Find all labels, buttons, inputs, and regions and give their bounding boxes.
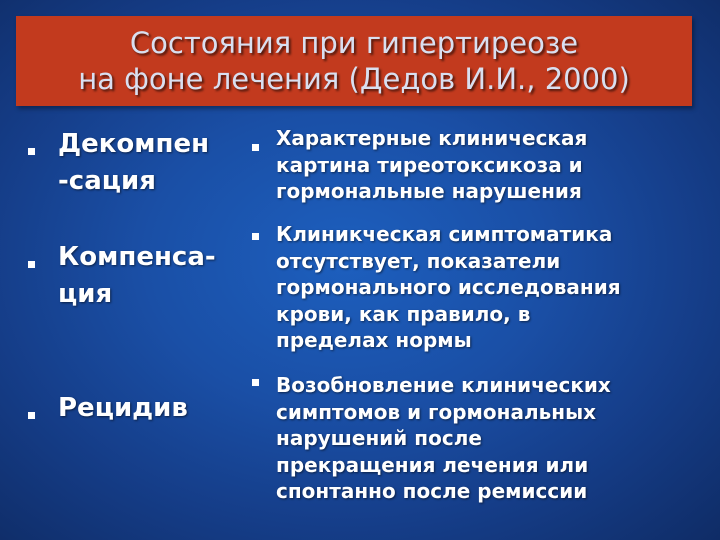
description-compensation (276, 221, 621, 354)
description-line: крови, как правило, в (276, 301, 531, 326)
description-line: гормонального исследования (276, 275, 621, 299)
slide-title-line-2: на фоне лечения (Дедов И.И., 2000) (78, 62, 630, 96)
bullet-square-icon (252, 233, 259, 240)
bullet-square-icon (252, 144, 259, 151)
state-relapse-line-1: Рецидив (58, 393, 188, 423)
bullet-square-icon (28, 412, 35, 419)
description-decompensation (276, 125, 587, 205)
state-compensation-line-2: ция (58, 279, 113, 309)
slide-title-bar (16, 16, 692, 106)
description-line: Клиникческая симптоматика (276, 222, 613, 246)
state-relapse (58, 390, 188, 427)
slide-title-line-1: Состояния при гипертиреозе (129, 26, 579, 60)
state-decompensation-line-2: -сация (58, 166, 156, 196)
description-line: прекращения лечения или (276, 452, 589, 477)
description-line: спонтанно после ремиссии (276, 479, 588, 503)
description-line: Характерные клиническая (276, 126, 588, 150)
description-line: симптомов и гормональных (276, 399, 597, 424)
state-decompensation-line-1: Декомпен (58, 129, 210, 159)
state-decompensation (58, 126, 209, 200)
description-relapse (276, 372, 611, 505)
bullet-square-icon (28, 261, 35, 268)
description-line: нарушений после (276, 426, 482, 450)
bullet-square-icon (252, 379, 259, 386)
description-line: Возобновление клинических (276, 373, 611, 397)
description-line: отсутствует, показатели (276, 248, 561, 273)
description-line: пределах нормы (276, 328, 472, 352)
state-compensation-line-1: Компенса- (58, 242, 216, 272)
description-line: картина тиреотоксикоза и (276, 152, 583, 177)
bullet-square-icon (28, 148, 35, 155)
description-line: гормональные нарушения (276, 179, 582, 203)
state-compensation (58, 239, 216, 313)
